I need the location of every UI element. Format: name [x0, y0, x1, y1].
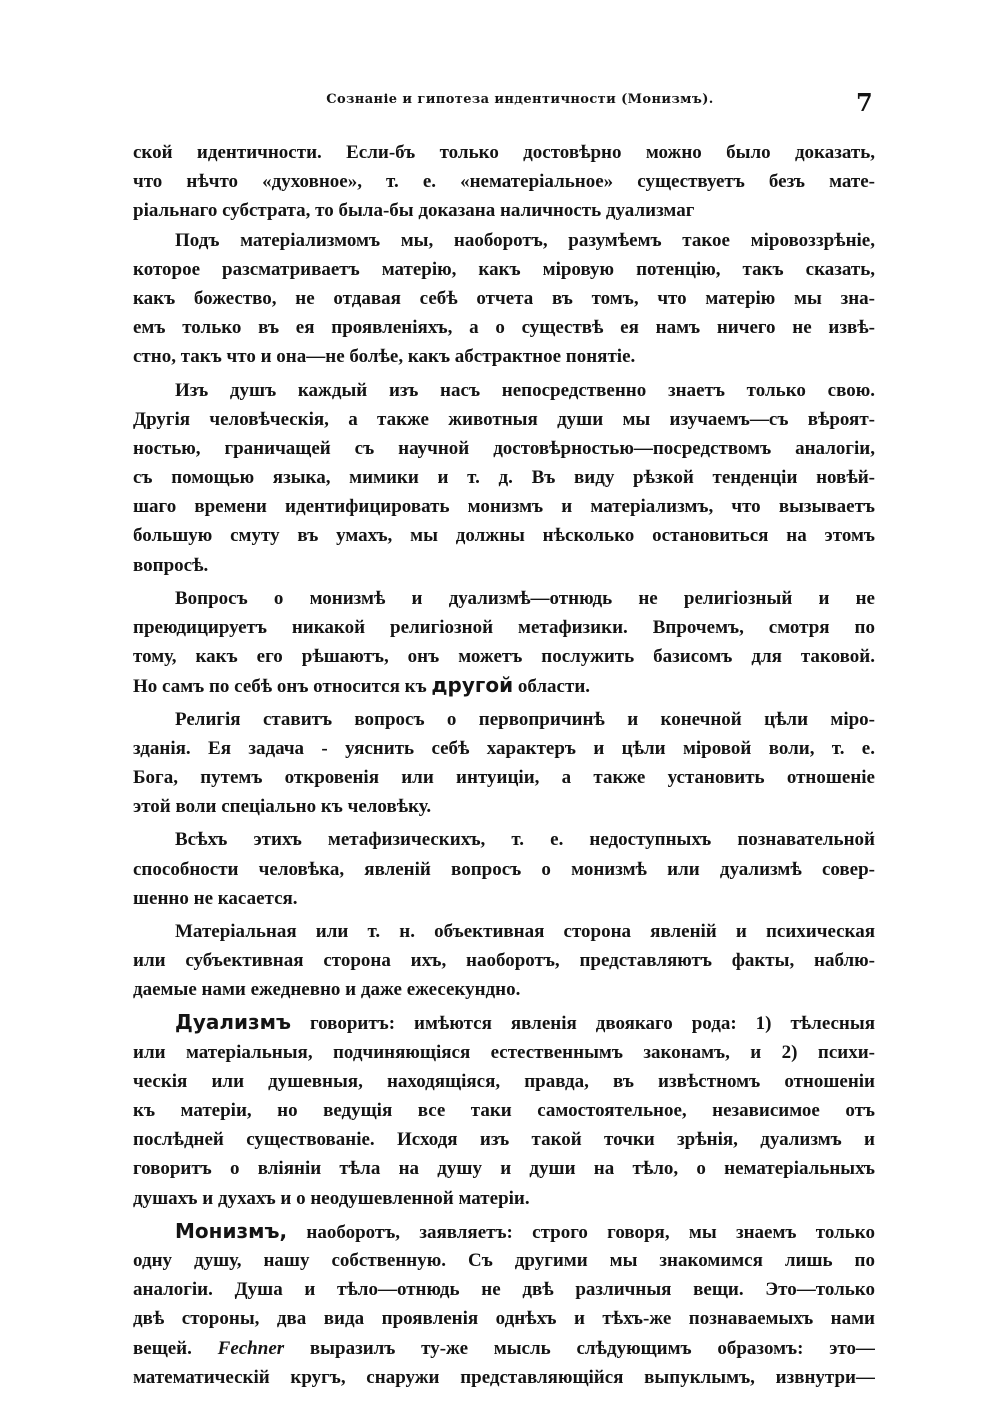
text-line: шенно не касается. — [133, 887, 298, 909]
line-text: области. — [517, 676, 591, 698]
text-line: ностью, граничащей съ научной достовѣрностью—посредствомъ аналогіи, — [133, 437, 875, 459]
paragraph-materialism — [133, 226, 875, 372]
text-line — [133, 1008, 875, 1037]
text-line — [133, 1334, 875, 1363]
text-line: Всѣхъ этихъ метафизическихъ, т. е. недоступныхъ познавательной — [175, 829, 875, 851]
text-line: емъ только въ ея проявленіяхъ, а о существѣ ея намъ ничего не извѣ- — [133, 317, 875, 339]
text-line: Вопросъ о монизмѣ и дуализмѣ—отнюдь не религіозный и не — [175, 587, 875, 609]
paragraph-monism — [133, 1217, 875, 1392]
running-title: Сознаніе и гипотеза индентичности (Монизмъ). — [326, 92, 714, 107]
text-line — [133, 671, 875, 700]
text-line: Изъ душъ каждый изъ насъ непосредственно знаетъ только свою. — [175, 379, 875, 401]
text-line: ской идентичности. Если-бъ только достовѣрно можно было доказать, — [133, 142, 875, 163]
text-line: преюдицируетъ никакой религіозной метафизики. Впрочемъ, смотря по — [133, 617, 875, 638]
emphasis-word: другой — [431, 673, 514, 698]
text-line: шаго времени идентифицировать монизмъ и матеріализмъ, что вызываетъ — [133, 496, 875, 518]
text-line: говоритъ о вліяніи тѣла на душу и души на тѣло, о нематеріальныхъ — [133, 1158, 875, 1180]
text-line: Другія человѣческія, а также животныя души мы изучаемъ—съ вѣроят- — [133, 408, 875, 430]
text-line — [133, 1217, 875, 1246]
text-line: даемые нами ежедневно и даже ежесекундно. — [133, 979, 521, 1001]
text-line: аналогіи. Душа и тѣло—отнюдь не двѣ различныя вещи. Это—только — [133, 1279, 875, 1301]
paragraph-objective-side — [133, 917, 875, 1005]
text-line: тому, какъ его рѣшаютъ, онъ можетъ послужить базисомъ для таковой. — [133, 646, 875, 668]
text-line: Бога, путемъ откровенія или интуиціи, а также установить отношеніе — [133, 766, 875, 788]
text-line: съ помощью языка, мимики и т. д. Въ виду рѣзкой тенденціи новѣй- — [133, 467, 875, 489]
line-text: говоритъ: имѣются явленія двоякаго рода: 1) тѣлесныя — [310, 1013, 875, 1035]
paragraph-dualism — [133, 1008, 875, 1212]
text-line: большую смуту въ умахъ, мы должны нѣсколько остановиться на этомъ — [133, 525, 875, 547]
text-line: математическій кругъ, снаружи представляющійся выпуклымъ, извнутри— — [133, 1366, 875, 1388]
paragraph-monism-question — [133, 584, 875, 701]
text-line: способности человѣка, явленій вопросъ о монизмѣ или дуализмѣ совер- — [133, 858, 875, 880]
text-line: одну душу, нашу собственную. Съ другими мы знакомимся лишь по — [133, 1249, 875, 1271]
text-line: ріальнаго субстрата, то была-бы доказана наличность дуализмаг — [133, 200, 695, 222]
text-line: послѣдней существованіе. Исходя изъ такой точки зрѣнія, дуализмъ и — [133, 1129, 875, 1151]
paragraph-souls — [133, 376, 875, 580]
paragraph-identity-continuation — [133, 138, 875, 226]
text-line: или субъективная сторона ихъ, наоборотъ, представляютъ факты, наблю- — [133, 950, 875, 972]
text-line: Религія ставитъ вопросъ о первопричинѣ и конечной цѣли міро- — [175, 708, 875, 730]
text-line: вопросѣ. — [133, 554, 209, 576]
page-number: 7 — [856, 88, 873, 117]
text-line: Матеріальная или т. н. объективная сторона явленій и психическая — [175, 920, 875, 942]
text-line: душахъ и духахъ и о неодушевленной матеріи. — [133, 1187, 530, 1209]
text-line: которое разсматриваетъ матерію, какъ міровую потенцію, такъ сказать, — [133, 258, 875, 280]
text-line: къ матеріи, но ведущія все таки самостоятельное, независимое отъ — [133, 1100, 875, 1121]
text-line: этой воли спеціально къ человѣку. — [133, 796, 432, 818]
text-line: или матеріальныя, подчиняющіяся естественнымъ законамъ, и 2) психи- — [133, 1041, 875, 1063]
body-text — [133, 138, 875, 1392]
line-text: наоборотъ, заявляетъ: строго говоря, мы знаемъ только — [306, 1221, 875, 1243]
term-monism: Монизмъ, — [175, 1218, 288, 1243]
text-line: стно, такъ что и она—не болѣе, какъ абстрактное понятіе. — [133, 346, 636, 368]
text-line: ческія или душевныя, находящіяся, правда, въ извѣстномъ отношеніи — [133, 1070, 875, 1092]
paragraph-religion — [133, 705, 875, 822]
author-name-fechner: Fechner — [217, 1337, 285, 1359]
paragraph-metaphysics — [133, 825, 875, 913]
line-text: вещей. — [133, 1337, 192, 1359]
text-line: что нѣчто «духовное», т. е. «нематеріальное» существуетъ безъ мате- — [133, 171, 875, 193]
text-line: зданія. Ея задача - уяснить себѣ характеръ и цѣли міровой воли, т. е. — [133, 737, 875, 759]
text-line: двѣ стороны, два вида проявленія однѣхъ и тѣхъ-же познаваемыхъ нами — [133, 1308, 875, 1330]
line-text: выразилъ ту-же мысль слѣдующимъ образомъ: это— — [309, 1337, 875, 1359]
text-line: какъ божество, не отдавая себѣ отчета въ томъ, что матерію мы зна- — [133, 287, 875, 309]
term-dualism: Дуализмъ — [175, 1010, 292, 1035]
text-line: Подъ матеріализмомъ мы, наоборотъ, разумѣемъ такое міровоззрѣніе, — [175, 229, 875, 251]
line-text: Но самъ по себѣ онъ относится къ — [133, 676, 427, 698]
